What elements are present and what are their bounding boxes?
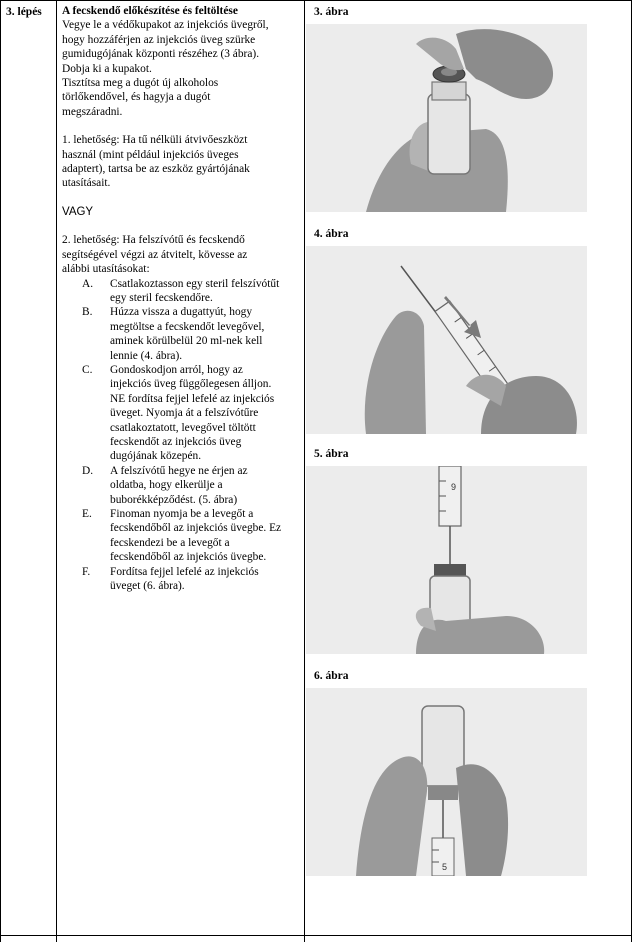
list-item [62,305,302,363]
option-2-paragraph [62,233,302,276]
table-border-col1 [56,0,57,942]
text-line: buborékképződést. (5. ábra) [110,493,238,506]
figure-6-illustration [306,688,587,876]
table-border-top [0,0,632,1]
list-item [62,277,302,306]
text-line: Finoman nyomja be a levegőt a [110,508,254,520]
text-line: csatlakoztatott, levegővel töltött [110,421,256,434]
or-separator: VAGY [62,205,94,218]
list-letter: D. [82,464,94,477]
table-border-col2 [304,0,305,942]
list-letter: A. [82,277,94,290]
figure-4-label: 4. ábra [314,228,349,240]
figure-4-illustration [306,246,587,434]
text-line: fecskendőből az injekciós üvegbe. [110,551,267,564]
text-line: Dobja ki a kupakot. [62,62,152,75]
text-line: törlőkendővel, és hagyja a dugót [62,91,211,104]
list-letter: F. [82,565,91,578]
text-line: 2. lehetőség: Ha felszívótű és fecskendő [62,234,245,247]
text-line: segítségével végzi az átvitelt, kövesse az [62,248,248,261]
intro-paragraph [62,18,302,119]
text-line: fecskendőből az injekciós üvegbe. Ez [110,522,282,535]
text-line: megtöltse a fecskendőt levegővel, [110,320,265,333]
step-list [62,277,302,594]
syringe-scale-mark: 5 [442,862,448,872]
text-line: Tisztítsa meg a dugót új alkoholos [62,77,219,90]
text-line: injekciós üveg függőlegesen álljon. [110,378,272,391]
text-line: Gondoskodjon arról, hogy az [110,363,243,376]
figure-3-label: 3. ábra [314,6,349,18]
text-line: utasításait. [62,177,111,190]
text-line: Húzza vissza a dugattyút, hogy [110,306,253,319]
option-1-paragraph [62,133,302,191]
list-item [62,363,302,464]
text-line: megszáradni. [62,105,123,118]
section-title: A fecskendő előkészítése és feltöltése [62,5,238,17]
text-line: Csatlakoztasson egy steril felszívótűt [110,277,280,290]
text-line: üveget. Nyomja át a felszívótűre [110,407,259,420]
text-line: aminek körülbelül 20 ml-nek kell [110,335,263,348]
text-line: adaptert), tartsa be az eszköz gyártójának [62,163,250,176]
text-line: 1. lehetőség: Ha tű nélküli átvivőeszközt [62,134,248,147]
figure-5-illustration [306,466,587,654]
text-line: A felszívótű hegye ne érjen az [110,464,248,477]
text-line: oldatba, hogy elkerülje a [110,479,223,492]
list-letter: C. [82,363,93,376]
table-border-bottom [0,935,632,936]
text-line: dugójának közepén. [110,450,202,463]
text-line: üveget (6. ábra). [110,580,185,593]
figure-6-label: 6. ábra [314,670,349,682]
text-line: NE fordítsa fejjel lefelé az injekciós [110,392,275,405]
text-line: Fordítsa fejjel lefelé az injekciós [110,565,259,578]
table-border-right [631,0,632,942]
list-item [62,565,302,594]
list-letter: E. [82,508,92,520]
text-line: egy steril fecskendőre. [110,291,213,304]
text-line: fecskendőt az injekciós üveg [110,435,242,448]
list-item [62,464,302,507]
text-line: használ (mint például injekciós üveges [62,148,239,161]
text-line: hogy hozzáférjen az injekciós üveg szürke [62,33,256,46]
text-line: fecskendezi be a levegőt a [110,536,230,549]
figure-5-label: 5. ábra [314,448,349,460]
list-item [62,507,302,565]
instruction-text [62,4,302,593]
syringe-scale-mark: 9 [451,482,457,492]
text-line: alábbi utasításokat: [62,263,150,276]
text-line: Vegye le a védőkupakot az injekciós üvegről, [62,19,269,32]
step-label: 3. lépés [6,6,42,18]
text-line: gumidugójának központi részéhez (3 ábra). [62,48,260,61]
table-border-left [0,0,1,942]
list-letter: B. [82,306,93,319]
figure-3-illustration [306,24,587,212]
text-line: lennie (4. ábra). [110,349,183,362]
